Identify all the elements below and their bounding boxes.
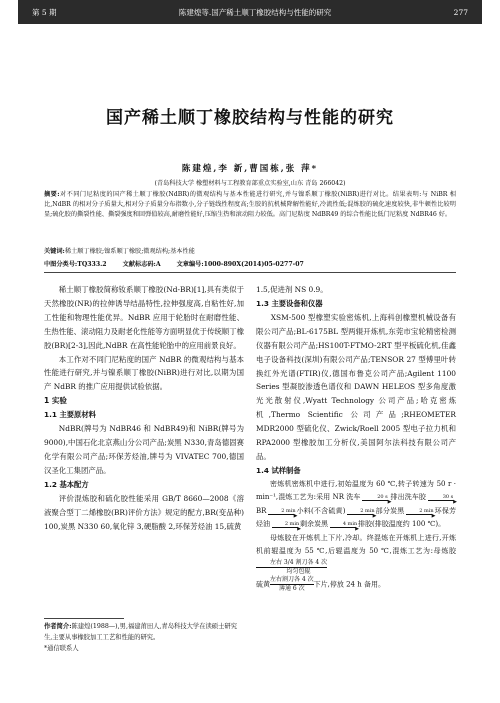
- author-bio: [44, 621, 244, 643]
- arrow-2min-c: ▶ 2 min: [404, 505, 434, 519]
- right-column: [256, 283, 456, 593]
- footnote-divider: [44, 618, 124, 619]
- arrow-30s: ▶ 30 s: [426, 491, 456, 505]
- subsection-heading-sample-prep: 1.4 试样制备: [256, 465, 301, 475]
- step-discharge-wash: 排出洗车胶: [390, 493, 426, 502]
- affiliation: (青岛科技大学 橡塑材料与工程教育部重点实验室,山东 青岛 266042): [154, 180, 346, 187]
- issue-number: 第 5 期: [32, 7, 57, 17]
- running-title: 陈建煌等.国产稀土顺丁橡胶结构与性能的研究: [178, 7, 332, 17]
- article-number: 文章编号:1000-890X(2014)05-0277-07: [176, 261, 304, 268]
- arrow-20s: ▶ 20 s: [360, 491, 390, 505]
- intro-paragraph-2: 本工作对不同门尼粘度的国产 NdBR 的微观结构与基本性能进行研究,并与镍系顺丁橡胶(NiBR)进行对比,以期为国产 NdBR 的推广应用提供试验依据。: [44, 354, 244, 392]
- keywords: [44, 246, 456, 255]
- article-meta: [44, 259, 456, 268]
- arrow-2min-b: ▶ 2 min: [345, 505, 375, 519]
- mixing-process: [256, 478, 456, 593]
- process-fraction-2: $\frac{\text{左右割刀各 4 次}}{\text{薄通 6 次}}$: [270, 575, 314, 592]
- subsection-heading-materials: 1.1 主要原材料: [44, 410, 96, 420]
- formula-paragraph: 评价混炼胶和硫化胶性能采用 GB/T 8660—2008《溶液聚合型丁二烯橡胶(BR)评价方法》规定的配方,BR(变品种) 100,炭黑 N330 60,氧化锌 3,硬脂酸 2,环保芳烃油 15,硫黄: [44, 493, 244, 531]
- abstract-text: 对不同门尼粘度的国产稀土顺丁橡胶(NdBR)的微观结构与基本性能进行研究,并与镍系顺丁橡胶(NiBR)进行对比。结果表明:与 NiBR 相比,NdBR 的相对分子质量大,相对分子质量分布指数小,分子链线性程度高;生胶的抗机械降解性能好,冷流性低;混炼胶的硫化速度较快,非牛顿性比较明显;硫化胶的撕裂性能、撕裂强度和回弹值较高,耐磨性能好,压缩生热和滚动阻力较低。高门尼粘度 NdBR49 的综合性能比低门尼粘度 NdBR46 好。: [44, 191, 456, 219]
- abstract: [44, 190, 456, 221]
- left-column: [44, 283, 244, 534]
- document-code: 文献标志码:A: [122, 261, 161, 268]
- arrow-2min-d: ▶ 2 min: [270, 518, 300, 532]
- final-mixing-end: 硫黄 $\frac{\text{左右割刀各 4 次}}{\text{薄通 6 次}}$ 下片,停放 24 h 备用。: [256, 575, 385, 592]
- step-br: BR: [256, 506, 267, 515]
- paper-title: 国产稀土顺丁橡胶结构与性能的研究: [106, 108, 394, 128]
- step-small-additives: 小料(不含硫黄): [296, 506, 346, 515]
- step-remaining-carbon-black: 剩余炭黑: [300, 520, 328, 529]
- final-mixing-paragraph: 母炼胶在开炼机上下片,冷却。终混炼在开炼机上进行,开炼机前辊温度为 55 ℃,后辊温度为 50 ℃,混炼工艺为:母炼胶 $\frac{\text{左右 3/4 割刀各 4 次}}{\text{均匀包辊}}$: [256, 533, 456, 575]
- equipment-paragraph: XSM-500 型橡塑实验密炼机,上海科创橡塑机械设备有限公司产品;BL-6175BL 型两辊开炼机,东莞市宝轮精密检测仪器有限公司产品;HS100T-FTMO-2RT 型平板硫化机,佳鑫电子设备科技(深圳)有限公司产品;TENSOR 27 型傅里叶转换红外光谱(FTIR)仪,德国布鲁克公司产品;Agilent 1100 Series 型凝胶渗透色谱仪和 DAWN HELEOS 型多角度激光光散射仪,Wyatt Technology 公司产品;哈克密炼机,Thermo Scientific 公司产品;RHEOMETER MDR2000 型硫化仪、Zwick/Roell 2005 型电子拉力机和 RPA2000 型橡胶加工分析仪,美国阿尔法科技有限公司产品。: [256, 312, 456, 461]
- formula-continuation: 1.5,促进剂 NS 0.9。: [256, 285, 328, 294]
- running-header: [18, 0, 482, 24]
- process-fraction-1: $\frac{\text{左右 3/4 割刀各 4 次}}{\text{均匀包辊}}$: [256, 559, 327, 576]
- materials-paragraph: NdBR(牌号为 NdBR46 和 NdBR49)和 NiBR(牌号为 9000),中国石化北京燕山分公司产品;炭黑 N330,青岛德固赛化学有限公司产品;环保芳烃油,牌号为 VIVATEC 700,德国汉圣化工集团产品。: [44, 424, 244, 475]
- arrow-2min-a: ▶ 2 min: [266, 505, 296, 519]
- corresponding-author-note: *通信联系人: [44, 645, 79, 652]
- footnote: [44, 621, 244, 654]
- author-bio-text: 陈建煌(1988—),男,福建莆田人,青岛科技大学在读硕士研究生,主要从事橡胶加工工艺和性能的研究。: [44, 623, 237, 641]
- subsection-heading-equipment: 1.3 主要设备和仪器: [256, 298, 323, 308]
- keywords-label: 关键词:: [44, 248, 65, 255]
- step-discharge: 排胶(排胶温度约 100 ℃)。: [358, 520, 446, 529]
- step-oil: 环保芳烃油: [256, 506, 457, 529]
- mixing-intro: 密炼机密炼机中进行,初始温度为 60 ℃,转子转速为 50 r · min⁻¹,混炼工艺为:采用 NR 洗车▶ 20 s 排出洗车胶▶ 30 sBR▶ 2 min小料(不含硫黄)▶ 2 min部分炭黑▶ 2 min环保芳烃油▶ 2 min剩余炭黑▶ 4 min排胶(排胶温度约 100 ℃)。: [256, 478, 456, 532]
- abstract-divider: [44, 272, 456, 273]
- intro-paragraph-1: 稀土顺丁橡胶简称钕系顺丁橡胶(Nd-BR)[1],具有类似于天然橡胶(NR)的拉伸诱导结晶特性,拉伸强度高,自粘性好,加工性能和物理性能优异。NdBR 应用于轮胎时在耐磨性能、生热性能、滚动阻力及耐老化性能等方面明显优于传统顺丁橡胶(BR)[2-3],因此,NdBR 在高性能轮胎中的应用前景良好。: [44, 285, 244, 350]
- clc-number: 中图分类号:TQ333.2: [44, 261, 107, 268]
- author-list: 陈建煌,李 新,曹国栋,张 萍*: [181, 164, 319, 174]
- subsection-heading-formula: 1.2 基本配方: [44, 479, 89, 489]
- keywords-text: 稀土顺丁橡胶;镍系顺丁橡胶;微观结构;基本性能: [64, 248, 195, 255]
- arrow-4min: ▶ 4 min: [328, 518, 358, 532]
- step-partial-carbon-black: 部分炭黑: [375, 506, 405, 515]
- author-bio-label: 作者简介:: [44, 623, 72, 630]
- page-number: 277: [453, 7, 468, 17]
- section-heading-experiment: 1 实验: [44, 396, 67, 406]
- abstract-label: 摘要:: [44, 191, 60, 198]
